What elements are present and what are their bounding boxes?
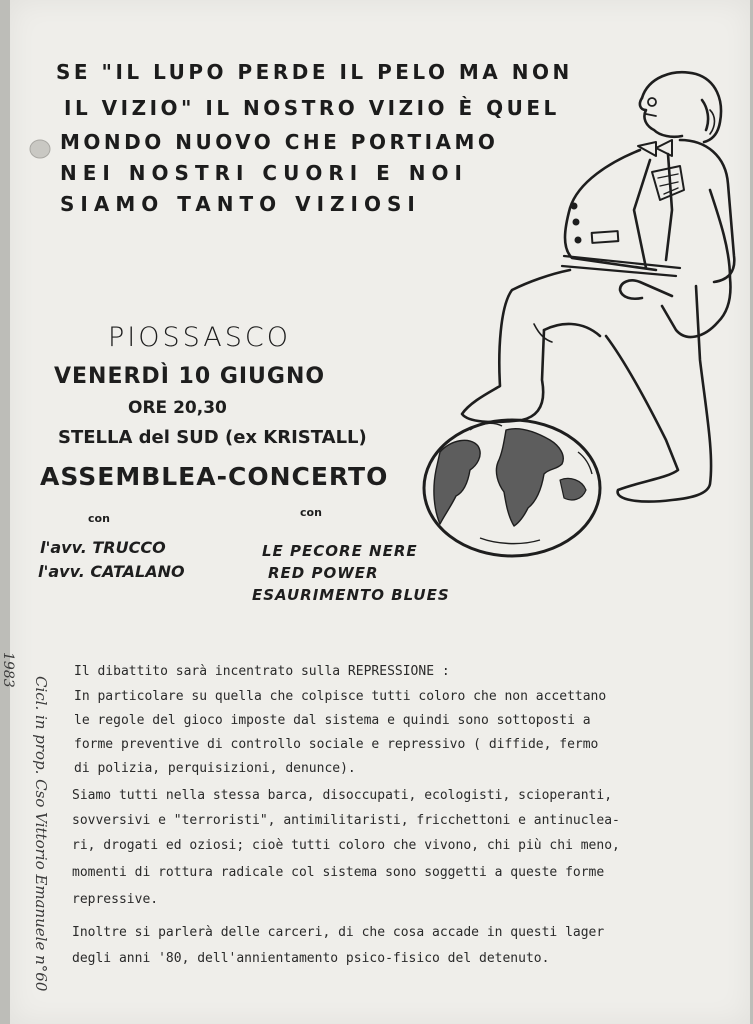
torso-back <box>680 140 734 282</box>
body-line-3: le regole del gioco imposte dal sistema e quindi sono sottoposti a <box>74 713 591 728</box>
body-line-7: sovversivi e "terroristi", antimilitaristi, fricchettoni e antinuclea- <box>72 813 620 828</box>
event-city: PIOSSASCO <box>108 322 291 353</box>
headline-line-5: SIAMO TANTO VIZIOSI <box>60 192 421 216</box>
event-date: VENERDÌ 10 GIUGNO <box>54 364 326 389</box>
body-line-11: Inoltre si parlerà delle carceri, di che cosa accade in questi lager <box>72 925 605 940</box>
standing-leg <box>606 286 711 502</box>
speaker-1: l'avv. TRUCCO <box>40 538 166 557</box>
event-time: ORE 20,30 <box>128 398 227 418</box>
event-venue: STELLA del SUD (ex KRISTALL) <box>58 427 367 448</box>
headline-line-2: IL VIZIO" IL NOSTRO VIZIO È QUEL <box>64 96 560 120</box>
band-3: ESAURIMENTO BLUES <box>252 586 450 604</box>
body-line-8: ri, drogati ed oziosi; cioè tutti coloro che vivono, chi più chi meno, <box>72 838 620 853</box>
globe-icon <box>424 420 600 556</box>
margin-year: 1983 <box>0 652 16 688</box>
body-line-2: In particolare su quella che colpisce tutti coloro che non accettano <box>74 689 607 704</box>
band-2: RED POWER <box>268 564 379 582</box>
body-line-5: di polizia, perquisizioni, denunce). <box>74 761 356 776</box>
speakers-con-label: con <box>88 512 110 525</box>
body-line-12: degli anni '80, dell'annientamento psico-fisico del detenuto. <box>72 951 550 966</box>
bands-con-label: con <box>300 506 322 519</box>
body-line-9: momenti di rottura radicale col sistema sono soggetti a queste forme <box>72 865 605 880</box>
body-line-4: forme preventive di controllo sociale e repressivo ( diffide, fermo <box>74 737 599 752</box>
headline-line-1: SE "IL LUPO PERDE IL PELO MA NON <box>56 60 573 84</box>
raised-leg <box>462 270 570 422</box>
punch-hole-mark <box>26 136 54 162</box>
man-on-globe-illustration <box>410 60 745 565</box>
event-title: ASSEMBLEA-CONCERTO <box>40 462 389 491</box>
margin-printer-note: Cicl. in prop. Cso Vittorio Emanuele n°60 <box>32 676 50 992</box>
band-1: LE PECORE NERE <box>262 542 418 560</box>
body-line-6: Siamo tutti nella stessa barca, disoccupati, ecologisti, scioperanti, <box>72 788 613 803</box>
body-line-1: Il dibattito sarà incentrato sulla REPRESSIONE : <box>74 664 450 679</box>
speaker-2: l'avv. CATALANO <box>38 562 185 581</box>
headline-line-4: NEI NOSTRI CUORI E NOI <box>60 161 468 185</box>
body-line-10: repressive. <box>72 892 159 907</box>
headline-line-3: MONDO NUOVO CHE PORTIAMO <box>60 130 499 154</box>
